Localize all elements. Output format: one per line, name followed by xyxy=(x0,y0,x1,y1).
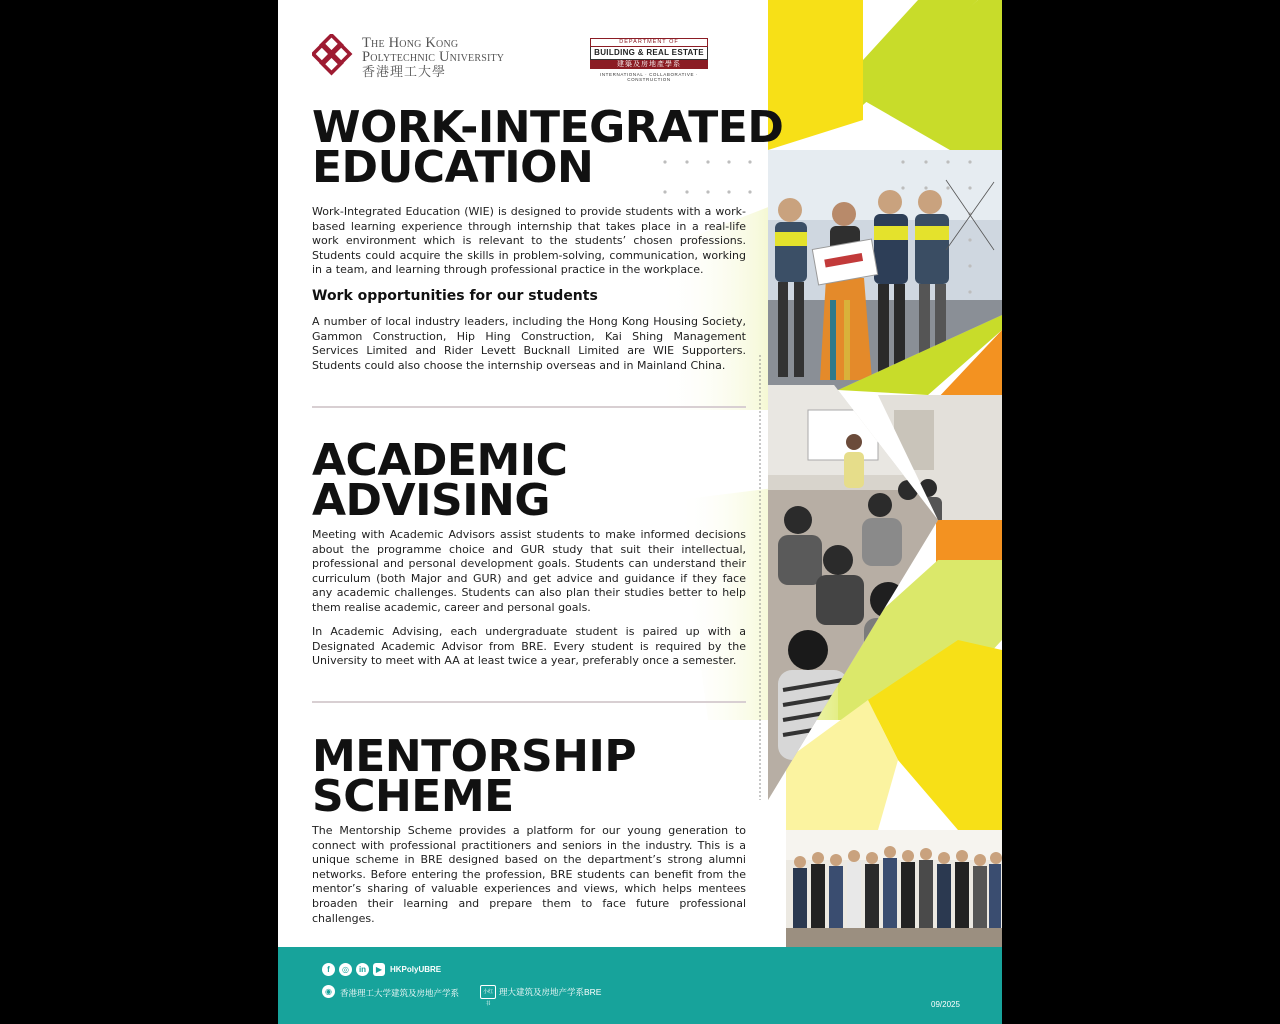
wie-body-2: A number of local industry leaders, including the Hong Kong Housing Society, Gammon Construction, Hip Hing Construction, Kai Shing Management Services Limited and Rider Levett Bucknall Limited are WIE Supporters. Students could also choose the internship overseas and in Mainland China. xyxy=(312,315,746,372)
footer xyxy=(278,947,1002,1024)
advising-title-line1: ACADEMIC xyxy=(312,435,568,486)
department-logo xyxy=(590,38,708,82)
department-name-zh: 建築及房地產學系 xyxy=(590,60,708,69)
youtube-icon[interactable]: ▶ xyxy=(373,963,385,976)
social-handle[interactable]: HKPolyUBRE xyxy=(390,965,442,974)
group-photo xyxy=(786,830,1002,947)
advising-body-2: In Academic Advising, each undergraduate student is paired up with a Designated Academic Advisor from BRE. Every student is required by the University to meet with AA at least twice a year, preferably once a semester. xyxy=(312,625,746,668)
department-tagline: INTERNATIONAL · COLLABORATIVE · CONSTRUCTION xyxy=(599,72,699,82)
university-name-line2: Polytechnic University xyxy=(362,49,505,65)
weibo-icon[interactable]: ◉ xyxy=(322,985,335,998)
advising-body: Meeting with Academic Advisors assist students to make informed decisions about the programme choice and GUR study that suit their intellectual, professional and personal development goals. Students can understand their curriculum (both Major and GUR) and get advice and guidance if they face any academic challenges. Students can also plan their studies better to help them realise academic, career and personal goals. xyxy=(312,528,746,614)
weibo-name[interactable]: 香港理工大学建筑及房地产学系 xyxy=(340,988,460,998)
mentorship-title-line1: MENTORSHIP xyxy=(312,731,637,782)
advising-title-line2: ADVISING xyxy=(312,475,550,526)
university-name-line1: The Hong Kong xyxy=(362,35,459,51)
section-divider-2 xyxy=(312,701,746,703)
university-name-zh: 香港理工大學 xyxy=(362,64,447,79)
issue-date: 09/2025 xyxy=(931,1000,960,1009)
xiaohongshu-name[interactable]: 理大建筑及房地产学系BRE xyxy=(499,987,602,997)
wie-title-line2: EDUCATION xyxy=(312,142,594,193)
department-name: BUILDING & REAL ESTATE xyxy=(590,47,708,60)
xiaohongshu-icon[interactable]: 小红书 xyxy=(480,985,496,999)
linkedin-icon[interactable]: in xyxy=(356,963,369,976)
section-divider xyxy=(312,406,746,408)
polyu-logo xyxy=(312,34,358,80)
facebook-icon[interactable]: f xyxy=(322,963,335,976)
mentorship-title-line2: SCHEME xyxy=(312,771,514,822)
wie-title xyxy=(312,102,784,193)
wie-body: Work-Integrated Education (WIE) is designed to provide students with a work-based learning experience through internship that takes place in a real-life work environment which is relevant to the students’ chosen professions. Students could acquire the skills in problem-solving, communication, working in a team, and learning through professional practice in the workplace. xyxy=(312,205,746,277)
department-label: DEPARTMENT OF xyxy=(590,38,708,47)
poster-page xyxy=(278,0,1002,1024)
mentorship-title xyxy=(312,731,637,822)
advising-title xyxy=(312,435,568,526)
mentorship-body: The Mentorship Scheme provides a platform for our young generation to connect with professional practitioners and seniors in the industry. This is a unique scheme in BRE designed based on the department’s strong alumni networks. Before entering the profession, BRE students can benefit from the mentor’s sharing of valuable experiences and views, which helps mentees broaden their learning and prepare them to face future professional challenges. xyxy=(312,824,746,925)
wie-title-line1: WORK-INTEGRATED xyxy=(312,102,784,153)
instagram-icon[interactable]: ◎ xyxy=(339,963,352,976)
wie-subheading: Work opportunities for our students xyxy=(312,288,598,304)
university-name xyxy=(362,36,504,79)
